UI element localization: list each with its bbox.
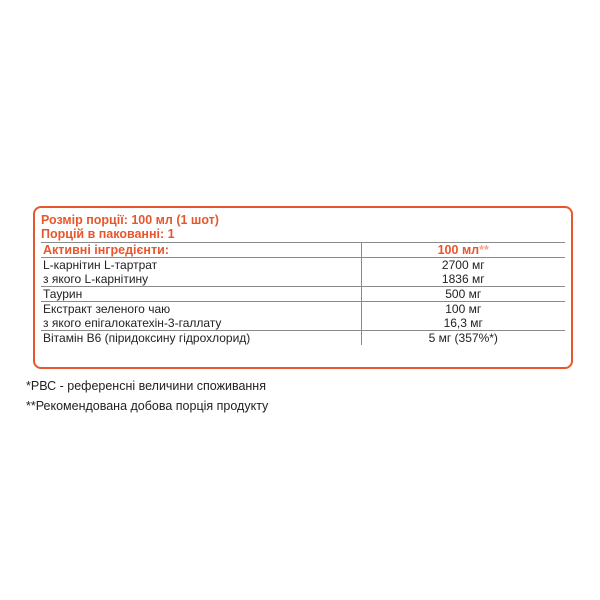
servings-per-package-line: Порцій в пакованні: 1 bbox=[41, 227, 175, 241]
ingredient-value: 16,3 мг bbox=[361, 316, 565, 331]
ingredients-table bbox=[41, 242, 565, 345]
header-value-cell bbox=[361, 243, 565, 258]
ingredient-value: 2700 мг bbox=[361, 258, 565, 273]
footnote-daily-portion: **Рекомендована добова порція продукту bbox=[26, 399, 269, 413]
table-row bbox=[41, 302, 565, 317]
header-value: 100 мл bbox=[437, 243, 480, 257]
ingredient-value: 500 мг bbox=[361, 287, 565, 302]
table-row bbox=[41, 272, 565, 287]
ingredient-value: 100 мг bbox=[361, 302, 565, 317]
header-value-asterisk: ** bbox=[479, 243, 489, 257]
nutrition-facts-panel bbox=[33, 206, 573, 369]
table-header-row bbox=[41, 243, 565, 258]
table-row bbox=[41, 287, 565, 302]
footnotes bbox=[26, 376, 268, 416]
header-label: Активні інгредієнти: bbox=[41, 243, 361, 258]
footnote-rvs: *РВС - референсні величини споживання bbox=[26, 379, 266, 393]
ingredient-label: Екстракт зеленого чаю bbox=[41, 302, 361, 317]
table-row bbox=[41, 316, 565, 331]
ingredient-label: L-карнітин L-тартрат bbox=[43, 258, 158, 272]
ingredient-label: Таурин bbox=[41, 287, 361, 302]
serving-size-line: Розмір порції: 100 мл (1 шот) bbox=[41, 213, 219, 227]
table-row bbox=[41, 331, 565, 346]
ingredient-value: 5 мг (357%*) bbox=[361, 331, 565, 346]
ingredient-label: з якого епігалокатехін-3-галлату bbox=[43, 316, 222, 330]
table-row bbox=[41, 258, 565, 273]
ingredient-value: 1836 мг bbox=[361, 272, 565, 287]
ingredient-label: з якого L-карнітину bbox=[43, 272, 149, 286]
ingredient-label: Вітамін В6 (піридоксину гідрохлорид) bbox=[41, 331, 361, 346]
